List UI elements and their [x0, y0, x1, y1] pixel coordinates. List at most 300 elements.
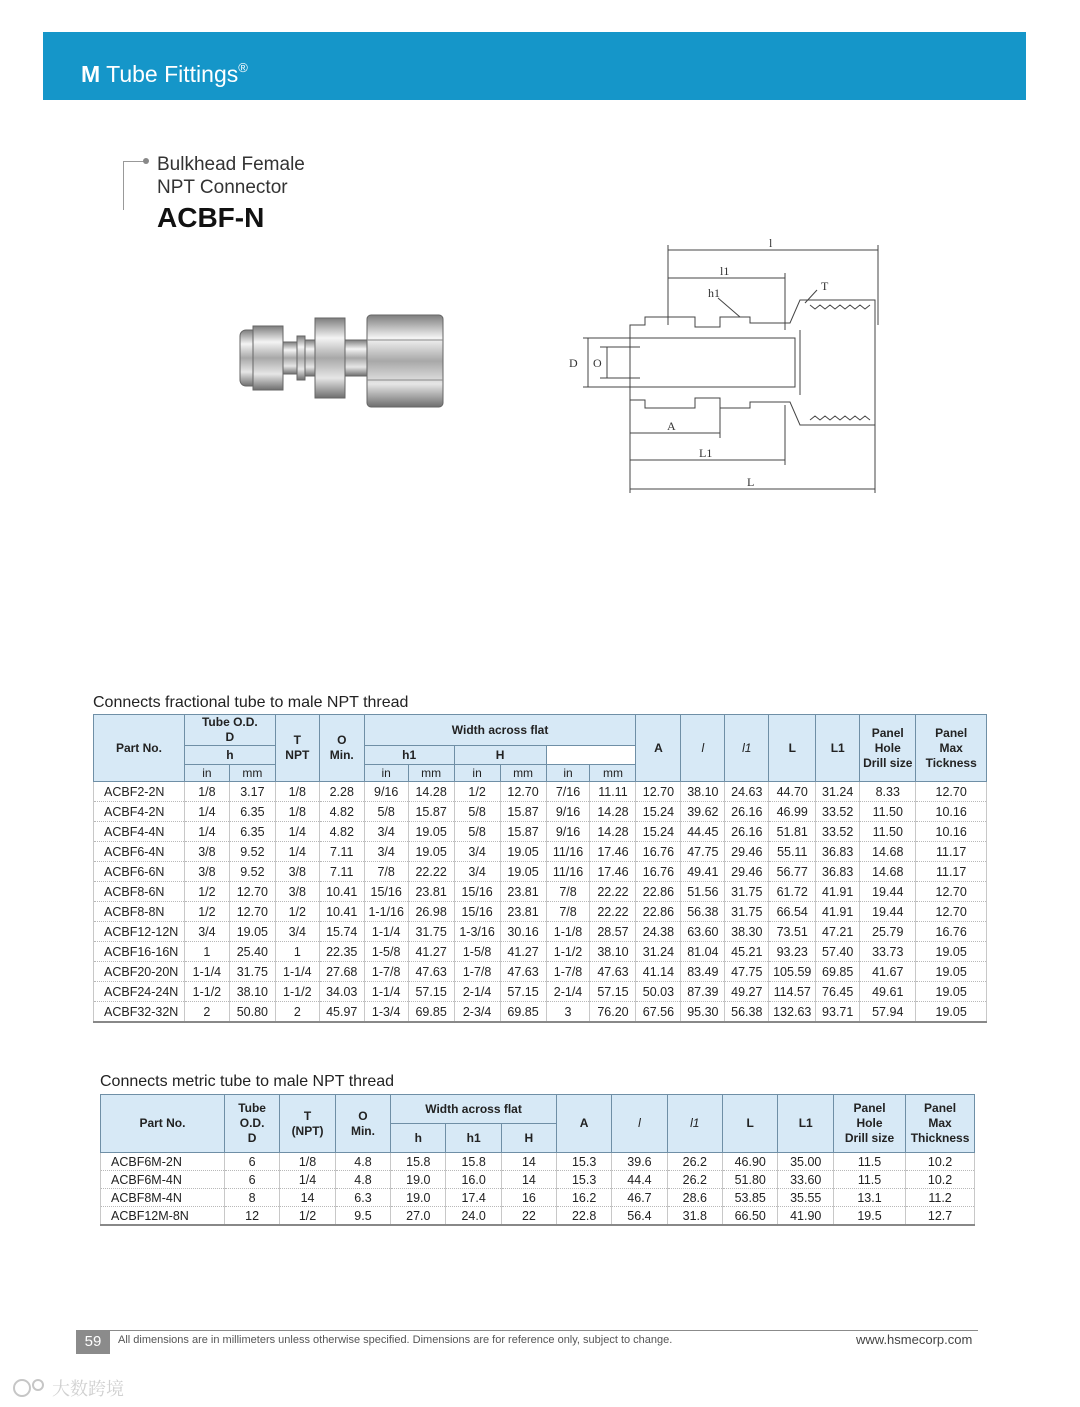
table-cell: 56.38 [725, 1002, 769, 1023]
table-cell: 15.3 [556, 1153, 611, 1171]
table-cell: 14.68 [860, 862, 916, 882]
table-cell: 81.04 [681, 942, 725, 962]
table-cell: 13.1 [833, 1189, 905, 1207]
page-title: M Tube Fittings® [81, 60, 248, 87]
col-tube-od: Tube O.D. D [184, 715, 275, 746]
table-row [94, 962, 987, 982]
part-number-cell: ACBF2-2N [94, 782, 185, 802]
table-cell: 33.52 [816, 822, 860, 842]
table-cell: 1/8 [275, 802, 319, 822]
part-number-cell: ACBF8M-4N [101, 1189, 225, 1207]
table-cell: 16.0 [446, 1171, 501, 1189]
table-cell: 38.10 [229, 982, 275, 1002]
table-row [94, 902, 987, 922]
col-l: l [612, 1095, 667, 1153]
table-row [94, 922, 987, 942]
table-cell: 19.05 [916, 1002, 987, 1023]
table-cell: 38.10 [590, 942, 636, 962]
table-cell: 1/4 [275, 842, 319, 862]
table-cell: 56.4 [612, 1207, 667, 1226]
table-cell: 49.41 [681, 862, 725, 882]
table-cell: 63.60 [681, 922, 725, 942]
table-cell: 87.39 [681, 982, 725, 1002]
header-banner [43, 32, 1026, 100]
table-cell: 34.03 [319, 982, 364, 1002]
label-t: T [821, 279, 829, 293]
table-cell: 66.50 [722, 1207, 777, 1226]
table-row [101, 1171, 975, 1189]
table-cell: 1 [184, 942, 229, 962]
table-cell: 22 [501, 1207, 556, 1226]
part-number-cell: ACBF6-6N [94, 862, 185, 882]
table-cell: 53.85 [722, 1189, 777, 1207]
table-cell: 56.77 [769, 862, 816, 882]
table-cell: 3/8 [184, 862, 229, 882]
table-cell: 41.67 [860, 962, 916, 982]
col-l: l [681, 715, 725, 782]
product-subtitle-line1: Bulkhead Female [157, 154, 305, 175]
table-cell: 3.17 [229, 782, 275, 802]
table-cell: 46.90 [722, 1153, 777, 1171]
table-cell: 14.68 [860, 842, 916, 862]
metric-spec-table [100, 1094, 975, 1226]
watermark-logo [8, 1373, 148, 1403]
table-cell: 56.38 [681, 902, 725, 922]
dimension-drawing [555, 235, 895, 500]
table-cell: 4.82 [319, 822, 364, 842]
table-cell: 10.16 [916, 822, 987, 842]
table-cell: 31.24 [816, 782, 860, 802]
table-cell: 26.2 [667, 1153, 722, 1171]
table-cell: 1-1/4 [364, 922, 408, 942]
table-cell: 19.44 [860, 882, 916, 902]
table-cell: 1-7/8 [546, 962, 590, 982]
part-number-cell: ACBF8-8N [94, 902, 185, 922]
table-cell: 57.15 [408, 982, 454, 1002]
watermark-text: 大数跨境 [52, 1379, 124, 1400]
col-panel-hole: Panel Hole Drill size [833, 1095, 905, 1153]
table-cell: 9/16 [546, 822, 590, 842]
table-cell: 10.2 [906, 1153, 975, 1171]
table-cell: 1-7/8 [454, 962, 500, 982]
table-cell: 1-1/4 [275, 962, 319, 982]
table-cell: 39.6 [612, 1153, 667, 1171]
table-cell: 7.11 [319, 862, 364, 882]
table-cell: 19.05 [916, 962, 987, 982]
table-cell: 12.70 [229, 882, 275, 902]
table-cell: 19.5 [833, 1207, 905, 1226]
table-cell: 51.81 [769, 822, 816, 842]
table-cell: 3 [546, 1002, 590, 1023]
table-cell: 7/8 [364, 862, 408, 882]
label-L1: L1 [699, 446, 713, 460]
table-cell: 12.70 [916, 782, 987, 802]
table-cell: 39.62 [681, 802, 725, 822]
table-cell: 69.85 [408, 1002, 454, 1023]
table-cell: 8 [224, 1189, 279, 1207]
table-row [101, 1207, 975, 1226]
table-cell: 23.81 [408, 882, 454, 902]
label-O: O [593, 356, 602, 370]
table-cell: 11.17 [916, 862, 987, 882]
col-h1: h1 [446, 1124, 501, 1153]
table-cell: 24.63 [725, 782, 769, 802]
table2-body [101, 1153, 975, 1226]
table-cell: 12.70 [916, 902, 987, 922]
part-number-cell: ACBF6-4N [94, 842, 185, 862]
col-tube-od: Tube O.D. D [224, 1095, 279, 1153]
table-cell: 47.63 [590, 962, 636, 982]
fractional-spec-table [93, 714, 987, 1023]
table-cell: 2.28 [319, 782, 364, 802]
table-cell: 1/8 [184, 782, 229, 802]
table-cell: 11/16 [546, 862, 590, 882]
col-h: h [391, 1124, 446, 1153]
table-cell: 16.2 [556, 1189, 611, 1207]
table-cell: 114.57 [769, 982, 816, 1002]
table-cell: 11.5 [833, 1153, 905, 1171]
col-o-min: O Min. [319, 715, 364, 782]
table-cell: 41.91 [816, 882, 860, 902]
table-cell: 15.87 [408, 802, 454, 822]
table-row [94, 842, 987, 862]
table-cell: 17.46 [590, 862, 636, 882]
col-panel-max: Panel Max Thickness [906, 1095, 975, 1153]
col-h1: h1 [364, 746, 454, 765]
col-L1: L1 [778, 1095, 833, 1153]
table-cell: 22.86 [636, 882, 681, 902]
table-cell: 95.30 [681, 1002, 725, 1023]
col-H: H [454, 746, 546, 765]
table-cell: 31.75 [725, 882, 769, 902]
table-cell: 93.23 [769, 942, 816, 962]
table-cell: 61.72 [769, 882, 816, 902]
table-cell: 3/8 [275, 882, 319, 902]
table-cell: 9.52 [229, 842, 275, 862]
table-cell: 1-1/4 [364, 982, 408, 1002]
col-panel-hole: Panel Hole Drill size [860, 715, 916, 782]
table-cell: 26.98 [408, 902, 454, 922]
table-cell: 76.20 [590, 1002, 636, 1023]
table-cell: 44.4 [612, 1171, 667, 1189]
table-cell: 28.6 [667, 1189, 722, 1207]
table-cell: 19.0 [391, 1171, 446, 1189]
table-cell: 36.83 [816, 862, 860, 882]
table-cell: 19.05 [408, 842, 454, 862]
table-cell: 3/8 [184, 842, 229, 862]
table-cell: 1/2 [184, 882, 229, 902]
table-cell: 83.49 [681, 962, 725, 982]
col-L: L [769, 715, 816, 782]
table-cell: 76.45 [816, 982, 860, 1002]
table-cell: 10.41 [319, 902, 364, 922]
table-cell: 23.81 [500, 902, 546, 922]
title-bracket [123, 161, 146, 210]
table-cell: 7/16 [546, 782, 590, 802]
unit-in: in [364, 765, 408, 782]
table-cell: 1-1/8 [546, 922, 590, 942]
table-cell: 3/4 [364, 842, 408, 862]
table-cell: 7/8 [546, 902, 590, 922]
table-cell: 16 [501, 1189, 556, 1207]
table-cell: 15/16 [454, 902, 500, 922]
label-L: L [747, 475, 755, 489]
table-cell: 16.76 [636, 842, 681, 862]
table-cell: 27.0 [391, 1207, 446, 1226]
table-cell: 31.75 [408, 922, 454, 942]
table-cell: 26.16 [725, 802, 769, 822]
table-cell: 49.61 [860, 982, 916, 1002]
label-l1: l1 [720, 264, 730, 278]
table-cell: 12.70 [636, 782, 681, 802]
table-cell: 24.38 [636, 922, 681, 942]
table-cell: 105.59 [769, 962, 816, 982]
table-cell: 57.40 [816, 942, 860, 962]
table-cell: 6.3 [335, 1189, 390, 1207]
col-t-npt: T NPT [275, 715, 319, 782]
table-cell: 1/4 [280, 1171, 336, 1189]
product-subtitle-line2: NPT Connector [157, 177, 288, 198]
table-cell: 1-1/2 [184, 982, 229, 1002]
table-cell: 19.05 [916, 942, 987, 962]
col-a: A [636, 715, 681, 782]
table-cell: 26.16 [725, 822, 769, 842]
col-panel-max: Panel Max Tickness [916, 715, 987, 782]
table-cell: 36.83 [816, 842, 860, 862]
table-cell: 44.70 [769, 782, 816, 802]
table-cell: 27.68 [319, 962, 364, 982]
table-row [94, 822, 987, 842]
unit-in: in [546, 765, 590, 782]
table-cell: 1-1/4 [184, 962, 229, 982]
table-cell: 11.11 [590, 782, 636, 802]
table-cell: 15.87 [500, 802, 546, 822]
table-cell: 3/4 [184, 922, 229, 942]
table-cell: 41.27 [500, 942, 546, 962]
unit-in: in [454, 765, 500, 782]
table-cell: 15.3 [556, 1171, 611, 1189]
table-row [94, 882, 987, 902]
col-t-npt: T (NPT) [280, 1095, 336, 1153]
table-cell: 9/16 [546, 802, 590, 822]
col-l1: l1 [667, 1095, 722, 1153]
table-cell: 3/4 [364, 822, 408, 842]
table-cell: 22.22 [590, 902, 636, 922]
table-cell: 33.73 [860, 942, 916, 962]
col-a: A [556, 1095, 611, 1153]
part-number-cell: ACBF6M-2N [101, 1153, 225, 1171]
col-H: H [501, 1124, 556, 1153]
table-cell: 15.74 [319, 922, 364, 942]
table-cell: 31.75 [229, 962, 275, 982]
table-cell: 14 [280, 1189, 336, 1207]
unit-mm: mm [408, 765, 454, 782]
table-cell: 57.94 [860, 1002, 916, 1023]
table-cell: 22.86 [636, 902, 681, 922]
table-cell: 7/8 [546, 882, 590, 902]
table1-body [94, 782, 987, 1023]
table-cell: 55.11 [769, 842, 816, 862]
table-cell: 22.8 [556, 1207, 611, 1226]
table-cell: 50.80 [229, 1002, 275, 1023]
part-number-cell: ACBF20-20N [94, 962, 185, 982]
table-row [94, 862, 987, 882]
table-cell: 19.44 [860, 902, 916, 922]
table-cell: 57.15 [590, 982, 636, 1002]
table-row [101, 1189, 975, 1207]
table-cell: 41.14 [636, 962, 681, 982]
table-cell: 41.91 [816, 902, 860, 922]
table-cell: 67.56 [636, 1002, 681, 1023]
table-cell: 12.70 [500, 782, 546, 802]
table-cell: 1-7/8 [364, 962, 408, 982]
table-cell: 49.27 [725, 982, 769, 1002]
table-cell: 2 [184, 1002, 229, 1023]
table-cell: 47.21 [816, 922, 860, 942]
table-cell: 25.79 [860, 922, 916, 942]
col-L1: L1 [816, 715, 860, 782]
table-cell: 31.24 [636, 942, 681, 962]
table-cell: 93.71 [816, 1002, 860, 1023]
table-cell: 1/2 [454, 782, 500, 802]
table-cell: 15.24 [636, 822, 681, 842]
table-cell: 1-1/2 [546, 942, 590, 962]
label-h1: h1 [708, 286, 720, 300]
table-row [94, 1002, 987, 1023]
table-cell: 15/16 [454, 882, 500, 902]
table-cell: 1-3/16 [454, 922, 500, 942]
table-cell: 33.60 [778, 1171, 833, 1189]
table-cell: 19.0 [391, 1189, 446, 1207]
table-cell: 4.8 [335, 1171, 390, 1189]
table-cell: 1/4 [184, 822, 229, 842]
table-cell: 1/2 [184, 902, 229, 922]
table-cell: 26.2 [667, 1171, 722, 1189]
bullet-icon [143, 158, 149, 164]
table-cell: 12 [224, 1207, 279, 1226]
table-cell: 14.28 [590, 802, 636, 822]
table-cell: 19.05 [408, 822, 454, 842]
table-cell: 30.16 [500, 922, 546, 942]
table-cell: 1/2 [275, 902, 319, 922]
table-cell: 51.80 [722, 1171, 777, 1189]
table-cell: 1-5/8 [454, 942, 500, 962]
table-cell: 35.00 [778, 1153, 833, 1171]
table-cell: 8.33 [860, 782, 916, 802]
table-cell: 29.46 [725, 842, 769, 862]
part-number-cell: ACBF4-4N [94, 822, 185, 842]
table-cell: 9.5 [335, 1207, 390, 1226]
table-cell: 11.50 [860, 822, 916, 842]
part-number-cell: ACBF12M-8N [101, 1207, 225, 1226]
table-cell: 2-1/4 [454, 982, 500, 1002]
product-photo [235, 300, 450, 415]
table-cell: 3/8 [275, 862, 319, 882]
table-cell: 29.46 [725, 862, 769, 882]
part-number-cell: ACBF24-24N [94, 982, 185, 1002]
table-cell: 19.05 [500, 862, 546, 882]
table-cell: 19.05 [916, 982, 987, 1002]
page-number: 59 [76, 1330, 110, 1354]
table-cell: 7.11 [319, 842, 364, 862]
table-cell: 50.03 [636, 982, 681, 1002]
table-cell: 31.8 [667, 1207, 722, 1226]
footer-divider [110, 1330, 978, 1331]
part-number-cell: ACBF6M-4N [101, 1171, 225, 1189]
col-width-across-flat: Width across flat [391, 1095, 557, 1124]
table-cell: 4.8 [335, 1153, 390, 1171]
table-cell: 23.81 [500, 882, 546, 902]
table-cell: 17.4 [446, 1189, 501, 1207]
table-cell: 47.75 [681, 842, 725, 862]
table-cell: 46.7 [612, 1189, 667, 1207]
table-cell: 28.57 [590, 922, 636, 942]
footer-note: All dimensions are in millimeters unless otherwise specified. Dimensions are for reference only, subject to change. [118, 1334, 673, 1346]
table-row [94, 782, 987, 802]
table-cell: 11.17 [916, 842, 987, 862]
part-number-cell: ACBF16-16N [94, 942, 185, 962]
table-cell: 38.10 [681, 782, 725, 802]
table-cell: 16.76 [636, 862, 681, 882]
table-cell: 5/8 [454, 822, 500, 842]
table-cell: 15.8 [391, 1153, 446, 1171]
table-cell: 14.28 [408, 782, 454, 802]
col-h: h [184, 746, 275, 765]
table-cell: 9/16 [364, 782, 408, 802]
col-part-no: Part No. [101, 1095, 225, 1153]
table-cell: 69.85 [500, 1002, 546, 1023]
footer-website[interactable]: www.hsmecorp.com [856, 1332, 973, 1347]
table-cell: 12.7 [906, 1207, 975, 1226]
table-cell: 1-1/16 [364, 902, 408, 922]
table1-caption: Connects fractional tube to male NPT thread [93, 694, 409, 711]
table-cell: 11.50 [860, 802, 916, 822]
table-row [101, 1153, 975, 1171]
table-cell: 41.27 [408, 942, 454, 962]
table-cell: 15/16 [364, 882, 408, 902]
table-cell: 46.99 [769, 802, 816, 822]
table-cell: 16.76 [916, 922, 987, 942]
table-cell: 2-1/4 [546, 982, 590, 1002]
table-cell: 14 [501, 1171, 556, 1189]
table-cell: 15.8 [446, 1153, 501, 1171]
table-cell: 1-5/8 [364, 942, 408, 962]
col-o-min: O Min. [335, 1095, 390, 1153]
table-cell: 45.97 [319, 1002, 364, 1023]
table-cell: 1/8 [280, 1153, 336, 1171]
table-cell: 2 [275, 1002, 319, 1023]
table-cell: 15.87 [500, 822, 546, 842]
unit-in: in [184, 765, 229, 782]
unit-mm: mm [229, 765, 275, 782]
table-row [94, 982, 987, 1002]
table-cell: 51.56 [681, 882, 725, 902]
label-D: D [569, 356, 578, 370]
table-cell: 22.35 [319, 942, 364, 962]
table-cell: 5/8 [454, 802, 500, 822]
table-cell: 6 [224, 1171, 279, 1189]
table-cell: 57.15 [500, 982, 546, 1002]
table-cell: 6 [224, 1153, 279, 1171]
table-cell: 1-3/4 [364, 1002, 408, 1023]
table-cell: 19.05 [500, 842, 546, 862]
unit-mm: mm [500, 765, 546, 782]
table-cell: 45.21 [725, 942, 769, 962]
table-cell: 33.52 [816, 802, 860, 822]
table-cell: 15.24 [636, 802, 681, 822]
product-model: ACBF-N [157, 202, 265, 233]
table-cell: 12.70 [229, 902, 275, 922]
